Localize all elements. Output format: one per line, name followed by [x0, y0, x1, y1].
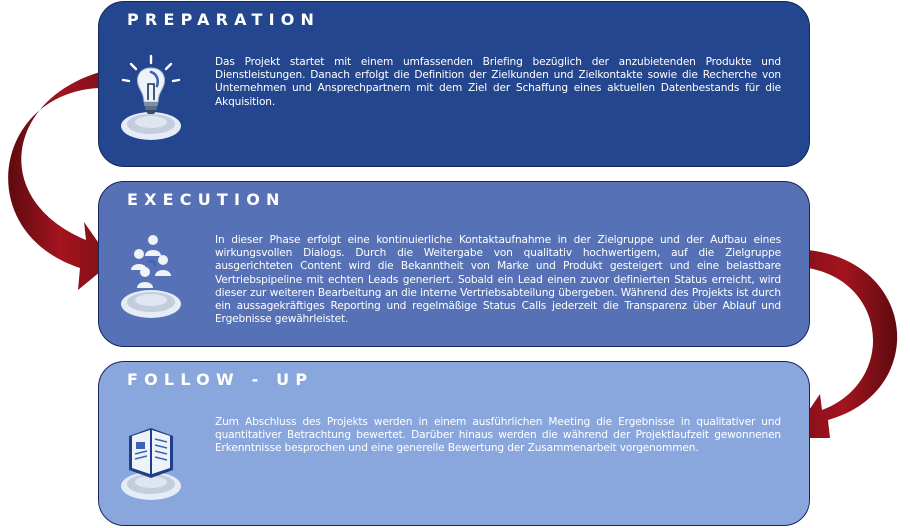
people-group-icon	[119, 232, 183, 320]
execution-description: In dieser Phase erfolgt eine kontinuierliche Kontaktaufnahme in der Zielgruppe und der Aufbau eines wirkungsvollen Dialogs. Durch die Weitergabe von qualitativ hochwertigem, auf die Zielgruppe ausgerichteten Content wird die Bekanntheit von Marke und Produkt gesteigert und eine belastbare Vertriebspipeline mit echten Leads generiert. Sobald ein Lead einen zuvor definierten Status erreicht, wird dieser zur weiteren Bearbeitung an die interne Vertriebsabteilung übergeben. Während des Projekts ist durch ein aussagekräftiges Reporting und regelmäßige Status Calls jederzeit die Transparenz über Ablauf und Ergebnisse gewährleistet.	[215, 234, 781, 326]
execution-card	[98, 181, 810, 347]
follow-up-title: FOLLOW - UP	[127, 370, 314, 389]
open-book-icon	[119, 414, 183, 502]
preparation-title: PREPARATION	[127, 10, 321, 29]
preparation-card	[98, 1, 810, 167]
execution-title: EXECUTION	[127, 190, 286, 209]
lightbulb-icon	[119, 54, 183, 142]
preparation-description: Das Projekt startet mit einem umfassenden Briefing bezüglich der anzubietenden Produkte und Dienstleistungen. Danach erfolgt die Definition der Zielkunden und Zielkontakte sowie die Recherche von Unternehmen und Ansprechpartnern mit dem Ziel der Schaffung eines aktuellen Datenbestands für die Akquisition.	[215, 56, 781, 108]
arrow-preparation-to-execution	[8, 72, 112, 290]
follow-up-description: Zum Abschluss des Projekts werden in einem ausführlichen Meeting die Ergebnisse in qualitativer und quantitativer Betrachtung bewertet. Darüber hinaus werden die während der Projektlaufzeit gewonnenen Erkenntnisse besprochen und eine generelle Bewertung der Zusammenarbeit vorgenommen.	[215, 416, 781, 455]
follow-up-card	[98, 361, 810, 526]
